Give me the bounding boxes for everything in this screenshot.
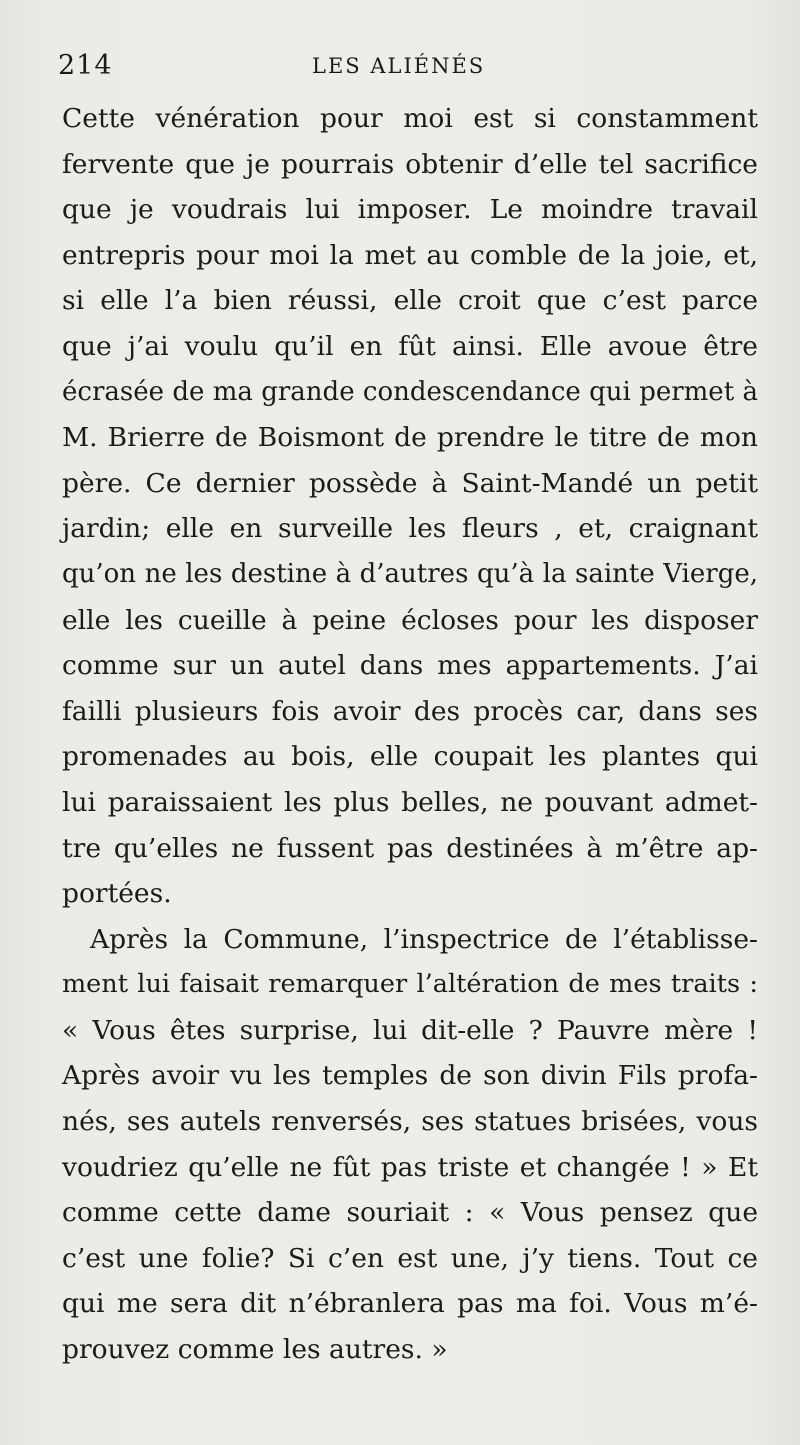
text-line: tre qu’elles ne fussent pas destinées à m’être ap- (62, 832, 758, 864)
text-line: qu’on ne les destine à d’autres qu’à la sainte Vierge, (62, 558, 758, 589)
text-line: comme cette dame souriait : « Vous pensez que (62, 1197, 758, 1229)
text-line: elle les cueille à peine écloses pour les disposer (62, 604, 758, 636)
running-title: LES ALIÉNÉS (312, 54, 486, 78)
text-line: c’est une folie? Si c’en est une, j’y tiens. Tout ce (62, 1242, 758, 1274)
text-line: portées. (62, 878, 172, 910)
paragraph-2 (62, 917, 758, 1373)
text-line: écrasée de ma grande condescendance qui permet à (62, 376, 758, 407)
text-line: lui paraissaient les plus belles, ne pouvant admet- (62, 786, 758, 818)
text-line: si elle l’a bien réussi, elle croit que c’est parce (62, 285, 758, 317)
text-line: comme sur un autel dans mes appartements. J’ai (62, 650, 758, 682)
text-line: père. Ce dernier possède à Saint-Mandé un petit (62, 467, 758, 499)
page-number: 214 (58, 50, 113, 81)
paragraph-1 (62, 96, 758, 917)
text-line: failli plusieurs fois avoir des procès car, dans ses (62, 695, 758, 727)
text-line: promenades au bois, elle coupait les plantes qui (62, 741, 758, 773)
text-line: Après la Commune, l’inspectrice de l’établisse- (90, 923, 758, 955)
text-line: voudriez qu’elle ne fût pas triste et changée ! » Et (62, 1151, 758, 1183)
text-line: fervente que je pourrais obtenir d’elle tel sacrifice (62, 148, 758, 180)
text-line: que je voudrais lui imposer. Le moindre travail (62, 194, 758, 226)
text-line: « Vous êtes surprise, lui dit-elle ? Pauvre mère ! (62, 1014, 758, 1046)
text-line: ment lui faisait remarquer l’altération de mes traits : (62, 969, 758, 1000)
body-text (62, 96, 758, 1373)
text-line: M. Brierre de Boismont de prendre le titre de mon (62, 422, 758, 454)
text-line: nés, ses autels renversés, ses statues brisées, vous (62, 1106, 758, 1138)
text-line: que j’ai voulu qu’il en fût ainsi. Elle avoue être (62, 330, 758, 362)
text-line: prouvez comme les autres. » (62, 1334, 448, 1366)
text-line: qui me sera dit n’ébranlera pas ma foi. Vous m’é- (62, 1288, 758, 1320)
text-line: entrepris pour moi la met au comble de la joie, et, (62, 239, 758, 271)
text-line: jardin; elle en surveille les fleurs , et, craignant (62, 513, 758, 545)
running-head (58, 50, 758, 90)
text-line: Cette vénération pour moi est si constamment (62, 103, 758, 134)
text-line: Après avoir vu les temples de son divin Fils profa- (62, 1060, 758, 1092)
